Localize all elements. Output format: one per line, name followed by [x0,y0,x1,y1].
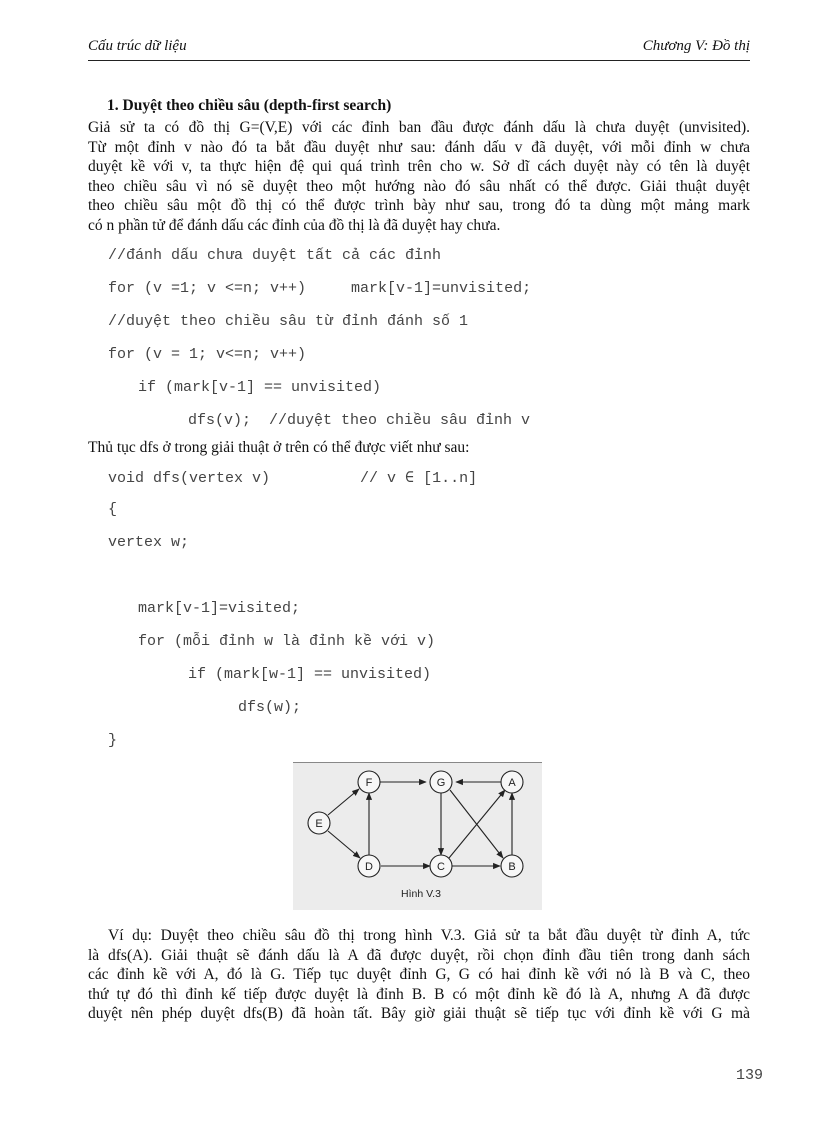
svg-text:D: D [365,861,373,873]
edge-e-d [328,831,360,858]
example-line: thứ tự đó thì đỉnh kế tiếp được duyệt là đỉnh B. B có một đỉnh kề đó là A, nhưng A đã được [88,985,750,1003]
svg-text:A: A [508,777,516,789]
dfs-intro-text: Thủ tục dfs ở trong giải thuật ở trên có thể được viết như sau: [88,439,470,456]
example-line: các đỉnh kề với A, đó là G. Tiếp tục duyệt đỉnh G, G có hai đỉnh kề với nó là B và C, theo [88,966,750,983]
header-chapter-title: Chương V: Đồ thị [642,38,750,54]
graph-figure [293,762,542,910]
node-c [430,855,452,877]
code-line: dfs(v); //duyệt theo chiều sâu đỉnh v [188,412,531,429]
node-d [358,855,380,877]
code-line: { [108,501,118,518]
intro-line: theo chiều sâu vì nó sẽ duyệt theo một hướng nào đó sâu nhất có thể được. Giải thuật duyệt [88,177,750,195]
page-header [88,38,750,61]
code-line: //duyệt theo chiều sâu từ đỉnh đánh số 1 [108,313,469,330]
example-line: Ví dụ: Duyệt theo chiều sâu đồ thị trong hình V.3. Giả sử ta bắt đầu duyệt từ đỉnh A, tức [108,927,750,944]
example-line: là dfs(A). Giải thuật sẽ đánh dấu là A đã được duyệt, rồi chọn đỉnh đầu tiên trong danh sách [88,946,750,964]
intro-line: duyệt kề với v, ta thực hiện đệ qui quá trình trên cho w. Sở dĩ cách duyệt này có tên là duyệt [88,158,750,175]
code-line: vertex w; [108,534,190,551]
section-title: 1. Duyệt theo chiều sâu (depth-first search) [107,97,392,114]
example-line: duyệt nên phép duyệt dfs(B) đã hoàn tất. Bây giờ giải thuật sẽ tiếp tục với đỉnh kề với G mà [88,1005,750,1022]
node-b [501,855,523,877]
code-line: for (v = 1; v<=n; v++) [108,346,307,363]
intro-paragraph [88,118,750,235]
intro-line: theo chiều sâu một đồ thị có thể được trình bày như sau, trong đó ta dùng một mảng mark [88,197,750,214]
svg-text:F: F [365,777,373,789]
example-paragraph [88,926,750,1024]
node-a [501,771,523,793]
code-line: for (v =1; v <=n; v++) mark[v-1]=unvisited; [108,280,532,297]
graph-diagram [293,763,542,910]
svg-text:G: G [436,777,446,789]
code-line: mark[v-1]=visited; [138,600,301,617]
intro-line: Giả sử ta có đồ thị G=(V,E) với các đỉnh ban đầu được đánh dấu là chưa duyệt (unvisited). [88,119,750,136]
node-f [358,771,380,793]
intro-line: Từ một đỉnh v nào đó ta bắt đầu duyệt như sau: đánh dấu v đã duyệt, với mỗi đỉnh w chưa [88,138,750,156]
code-line: //đánh dấu chưa duyệt tất cả các đỉnh [108,247,442,264]
node-e [308,812,330,834]
edge-e-f [328,789,359,815]
svg-text:B: B [508,861,516,873]
figure-caption: Hình V.3 [401,888,441,900]
code-line: if (mark[v-1] == unvisited) [138,379,382,396]
svg-text:E: E [315,818,323,830]
code-line: for (mỗi đỉnh w là đỉnh kề với v) [138,633,436,650]
header-book-title: Cấu trúc dữ liệu [88,38,187,54]
code-line: if (mark[w-1] == unvisited) [188,666,432,683]
code-line: dfs(w); [238,699,302,716]
svg-text:C: C [437,861,445,873]
code-line: void dfs(vertex v) // v ∈ [1..n] [108,470,478,487]
page-number: 139 [735,1067,763,1084]
intro-line: có n phần tử để đánh dấu các đỉnh của đồ thị là đã duyệt hay chưa. [88,216,501,234]
code-line: } [108,732,118,749]
node-g [430,771,452,793]
